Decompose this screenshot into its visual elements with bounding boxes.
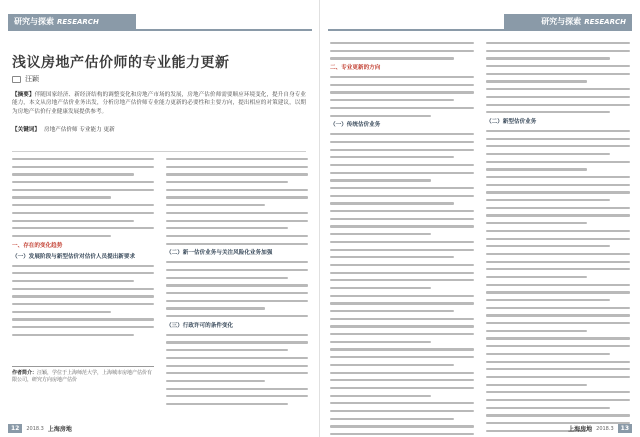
keywords-label: 【关键词】: [12, 127, 40, 133]
keywords-text: 房地产估价师 专业能力 更新: [43, 127, 115, 133]
section-banner-right: [504, 14, 632, 30]
heading-2-2: （三）行政许可的条件变化: [166, 322, 234, 329]
body-column-1: [12, 158, 154, 341]
body-column-4: [486, 42, 630, 437]
author-note-text: 汪颖，学位于上海师范大学，上海城市房地产估价有限公司，研究方向房地产估价: [12, 370, 153, 383]
section-banner-left: [8, 14, 136, 30]
banner-cn: 研究与探索: [14, 17, 54, 26]
footer-left: [8, 424, 72, 433]
footer-issue: 2018.3: [596, 425, 614, 432]
banner-en: RESEARCH: [584, 18, 626, 26]
heading-1-1: （一）发展阶段与新型估价对估价人员提出新要求: [12, 253, 136, 260]
heading-2-2b: （二）新型估价业务: [486, 118, 537, 125]
article-title: 浅议房地产估价师的专业能力更新: [12, 55, 230, 71]
banner-rule: [328, 29, 632, 31]
banner-rule: [8, 29, 312, 31]
keywords: [12, 126, 115, 134]
author-note: [12, 366, 154, 384]
body-column-3: [330, 42, 474, 437]
heading-2-1: （二）新一估价业务与关注风险化业务加强: [166, 250, 273, 257]
banner-en: RESEARCH: [57, 18, 99, 26]
abstract-label: 【摘要】: [12, 92, 35, 98]
footer-right: [568, 424, 632, 433]
abstract-divider: [12, 151, 306, 152]
abstract: [12, 91, 306, 116]
author-note-label: 作者简介：: [12, 370, 38, 376]
page-number: 12: [8, 424, 22, 433]
author-name: 汪颖: [25, 75, 39, 83]
page-number: 13: [618, 424, 632, 433]
heading-2-1b: （一）传统估价业务: [330, 122, 381, 129]
abstract-text: 伴随国家经济、新经济结构的调整变化和房地产市场的发展，房地产估价师需要顺应环境变化，提升自身专业能力，本文从房地产估价业务出发，分析房地产估价师专业能力更新的必要性和主要方向，提出相应的对策建议，以期为房地产估价行业健康发展提供参考。: [12, 92, 306, 115]
footer-magazine: 上海房地: [47, 426, 72, 433]
author-icon: [12, 76, 21, 83]
banner-cn: 研究与探索: [541, 17, 582, 26]
heading-1: 一、存在的变化趋势: [12, 242, 63, 249]
author-row: [12, 74, 39, 84]
heading-section-2: 二、专业更新的方向: [330, 65, 381, 72]
body-column-2: [166, 158, 308, 411]
footer-issue: 2018.3: [26, 425, 44, 432]
right-page: [320, 0, 640, 437]
footer-magazine: 上海房地: [568, 426, 593, 433]
